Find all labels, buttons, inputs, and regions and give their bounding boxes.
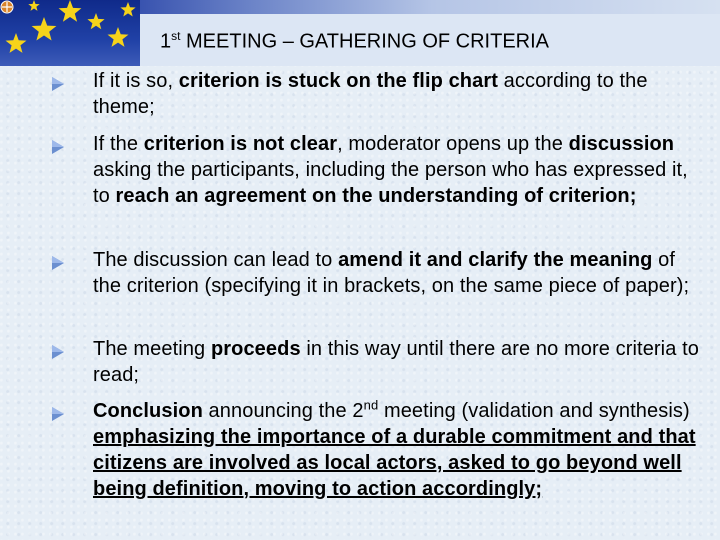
star-icon [32, 17, 57, 41]
bullet-arrow-icon [52, 140, 64, 154]
star-icon [87, 13, 104, 29]
title-rest: MEETING – GATHERING OF CRITERIA [180, 30, 550, 53]
bullet-text [93, 131, 703, 209]
eu-stars-icon [0, 0, 140, 66]
text-segment: The meeting [93, 338, 211, 360]
text-segment: meeting (validation and synthesis) [378, 400, 690, 422]
bullet-arrow-icon [52, 407, 64, 421]
slide-title [160, 29, 549, 54]
star-icon [120, 2, 135, 17]
text-segment: If the [93, 133, 144, 155]
bullet-arrow-icon [52, 77, 64, 91]
bullet-text [93, 336, 703, 388]
bullet-text [93, 247, 703, 299]
text-segment: If it is so, [93, 70, 179, 92]
text-segment: Conclusion [93, 400, 203, 422]
text-segment-underline: emphasizing the importance of a durable commitment and that citizens are involved as local actors, asked to go beyond well being definition, moving to action accordingly; [93, 426, 696, 500]
text-segment: nd [363, 397, 379, 413]
star-icon [6, 33, 27, 53]
text-segment: criterion is stuck on the flip chart [178, 70, 498, 92]
eu-flag-graphic [0, 0, 140, 66]
text-segment: amend it and clarify the meaning [338, 249, 653, 271]
star-icon [108, 27, 129, 47]
bullet-arrow-icon [52, 345, 64, 359]
star-icon [28, 0, 39, 11]
text-segment: proceeds [210, 338, 301, 360]
header-banner [0, 0, 720, 66]
text-segment [93, 426, 696, 500]
text-segment: reach an agreement on the understanding of criterion; [115, 185, 637, 207]
title-prefix: 1 [160, 30, 172, 53]
text-segment: of the criterion (specifying it in brackets, on the same piece of paper); [93, 249, 690, 297]
text-segment: criterion is not clear [143, 133, 338, 155]
text-segment: according to the theme; [93, 70, 648, 118]
text-segment: , moderator opens up the [337, 133, 569, 155]
text-segment: announcing the 2 [202, 400, 364, 422]
bullet-text [93, 68, 703, 120]
emblem-icon [0, 0, 14, 14]
star-icon [59, 0, 82, 22]
bullet-arrow-icon [52, 256, 64, 270]
text-segment: discussion [568, 133, 675, 155]
text-segment: in this way until there are no more criteria to read; [93, 338, 699, 386]
text-segment: asking the participants, including the person who has expressed it, to [93, 159, 688, 207]
text-segment: The discussion can lead to [93, 249, 339, 271]
bullet-text [93, 398, 703, 502]
title-superscript: st [171, 29, 181, 43]
